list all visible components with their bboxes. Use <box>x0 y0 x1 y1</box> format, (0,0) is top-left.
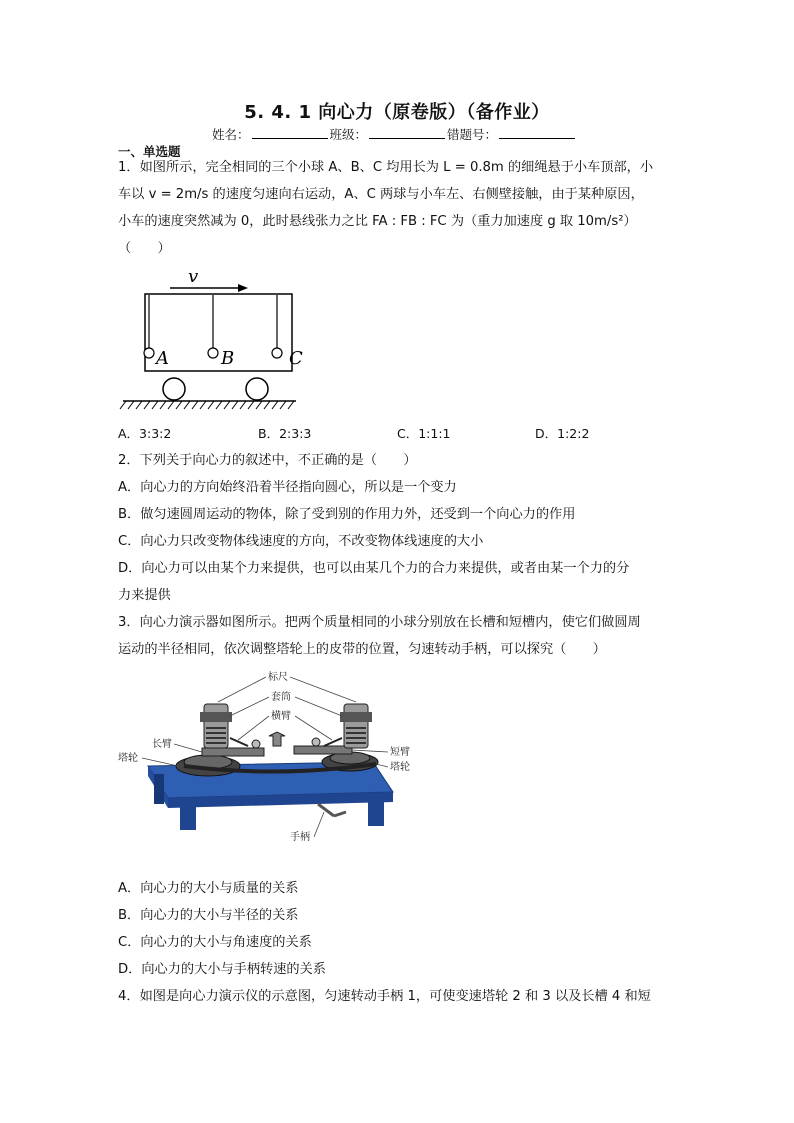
label-long-arm: 长臂 <box>152 739 172 750</box>
short-slot <box>294 746 352 754</box>
q1-option-a: A．3:3:2 <box>118 426 172 441</box>
label-short-arm: 短臂 <box>390 747 410 758</box>
handle <box>318 804 334 816</box>
wheel-left <box>163 378 185 400</box>
q2-option-a: A．向心力的方向始终沿着半径指向圆心，所以是一个变力 <box>118 480 457 495</box>
velocity-label: v <box>188 266 199 287</box>
q2-option-b: B．做匀速圆周运动的物体，除了受到别的作用力外，还受到一个向心力的作用 <box>118 507 576 522</box>
label-sleeve: 套筒 <box>271 692 291 703</box>
name-label: 姓名： <box>212 127 250 142</box>
label-tower-wheel-left: 塔轮 <box>118 753 138 764</box>
q1-option-c: C．1:1:1 <box>397 426 451 441</box>
q4-line1: 4．如图是向心力演示仪的示意图，匀速转动手柄 1，可使变速塔轮 2 和 3 以及长槽 4 和短 <box>118 989 651 1004</box>
q1-line2: 车以 v = 2m/s 的速度匀速向右运动，A、C 两球与小车左、右侧壁接触，由于某种原因， <box>118 187 644 202</box>
q1-option-d: D．1:2:2 <box>535 426 590 441</box>
page-title: 5. 4. 1 向心力（原卷版）（备作业） <box>244 102 550 123</box>
sleeve-right <box>344 704 368 748</box>
knob <box>269 732 285 746</box>
class-blank <box>369 126 445 139</box>
long-slot <box>202 748 264 756</box>
name-blank <box>252 126 328 139</box>
ball-a <box>144 348 154 358</box>
student-info-row <box>212 125 577 143</box>
q3-option-d: D．向心力的大小与手柄转速的关系 <box>118 962 326 977</box>
ball-c <box>272 348 282 358</box>
leg-front-left <box>180 806 196 830</box>
label-crossarm: 横臂 <box>271 711 291 722</box>
q3-line1: 3．向心力演示器如图所示。把两个质量相同的小球分别放在长槽和短槽内，使它们做圆周 <box>118 615 641 630</box>
ground-hatching <box>120 401 294 409</box>
label-handle: 手柄 <box>290 832 310 843</box>
q3-option-a: A．向心力的大小与质量的关系 <box>118 881 299 896</box>
q1-line4: （ ） <box>118 241 171 256</box>
ball-b-label: B <box>221 348 235 369</box>
q1-option-b: B．2:3:3 <box>258 426 312 441</box>
label-ruler: 标尺 <box>268 672 288 683</box>
q3-option-c: C．向心力的大小与角速度的关系 <box>118 935 312 950</box>
q1-line3: 小车的速度突然减为 0，此时悬线张力之比 FA : FB : FC 为（重力加速度 g 取 10m/s²） <box>118 214 637 229</box>
q2-option-d-line2: 力来提供 <box>118 588 171 603</box>
section-heading: 一、单选题 <box>118 144 181 159</box>
velocity-arrowhead <box>238 284 248 292</box>
q2-line1: 2．下列关于向心力的叙述中，不正确的是（ ） <box>118 453 417 468</box>
q2-option-c: C．向心力只改变物体线速度的方向，不改变物体线速度的大小 <box>118 534 484 549</box>
cart-figure <box>118 262 303 412</box>
q3-option-b: B．向心力的大小与半径的关系 <box>118 908 299 923</box>
ball-long-slot <box>252 740 260 748</box>
ball-a-label: A <box>156 348 169 369</box>
leg-front-right <box>368 800 384 826</box>
ball-b <box>208 348 218 358</box>
ball-c-label: C <box>289 348 303 369</box>
centripetal-apparatus-figure <box>118 666 418 852</box>
q2-option-d-line1: D．向心力可以由某个力来提供，也可以由某几个力的合力来提供，或者由某一个力的分 <box>118 561 630 576</box>
q1-line1: 1．如图所示，完全相同的三个小球 A、B、C 均用长为 L = 0.8m 的细绳悬于小车顶部，小 <box>118 160 654 175</box>
leg-back-left <box>154 774 164 804</box>
wheel-right <box>246 378 268 400</box>
wrong-blank <box>499 126 575 139</box>
crossarm-right <box>324 738 342 746</box>
label-tower-wheel-right: 塔轮 <box>390 762 410 773</box>
sleeve-left <box>204 704 228 748</box>
ball-short-slot <box>312 738 320 746</box>
wrong-label: 错题号： <box>447 127 498 142</box>
class-label: 班级： <box>329 127 368 142</box>
q3-line2: 运动的半径相同，依次调整塔轮上的皮带的位置，匀速转动手柄，可以探究（ ） <box>118 642 606 657</box>
